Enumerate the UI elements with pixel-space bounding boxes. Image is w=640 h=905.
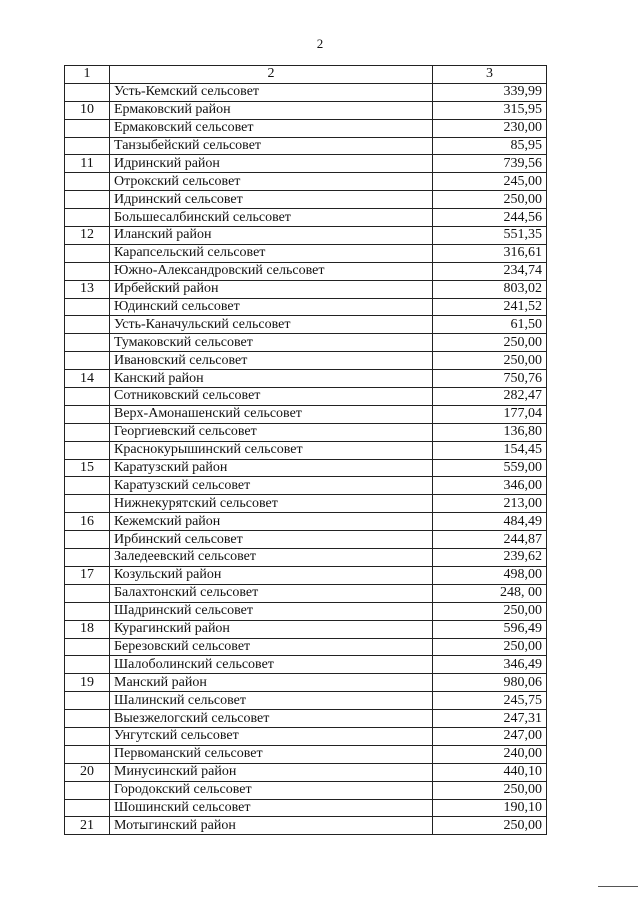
- row-name-cell: Шадринский сельсовет: [110, 602, 433, 620]
- table-row: [65, 584, 547, 602]
- row-number-cell: [65, 298, 110, 316]
- row-value-cell: 346,00: [433, 477, 547, 495]
- row-number-cell: [65, 781, 110, 799]
- table-row: [65, 763, 547, 781]
- table-row: [65, 423, 547, 441]
- table-row: [65, 405, 547, 423]
- row-number-cell: [65, 799, 110, 817]
- row-number-cell: [65, 549, 110, 567]
- table-row: [65, 549, 547, 567]
- row-number-cell: [65, 262, 110, 280]
- row-value-cell: 559,00: [433, 459, 547, 477]
- table-row: [65, 710, 547, 728]
- table-row: [65, 781, 547, 799]
- row-name-cell: Шалинский сельсовет: [110, 692, 433, 710]
- column-header-value: 3: [433, 66, 547, 84]
- row-number-cell: [65, 638, 110, 656]
- row-value-cell: 61,50: [433, 316, 547, 334]
- table-row: [65, 477, 547, 495]
- row-name-cell: Тумаковский сельсовет: [110, 334, 433, 352]
- column-header-name: 2: [110, 66, 433, 84]
- row-number-cell: [65, 656, 110, 674]
- row-name-cell: Южно-Александровский сельсовет: [110, 262, 433, 280]
- table-row: [65, 566, 547, 584]
- row-name-cell: Нижнекурятский сельсовет: [110, 495, 433, 513]
- row-name-cell: Курагинский район: [110, 620, 433, 638]
- row-number-cell: [65, 710, 110, 728]
- table-row: [65, 513, 547, 531]
- row-value-cell: 177,04: [433, 405, 547, 423]
- row-number-cell: 18: [65, 620, 110, 638]
- row-number-cell: [65, 119, 110, 137]
- table-row: [65, 352, 547, 370]
- table-row: [65, 83, 547, 101]
- page-number: 2: [316, 36, 324, 51]
- row-number-cell: [65, 244, 110, 262]
- row-name-cell: Ермаковский сельсовет: [110, 119, 433, 137]
- row-name-cell: Ивановский сельсовет: [110, 352, 433, 370]
- table-row: [65, 620, 547, 638]
- table-row: [65, 674, 547, 692]
- row-value-cell: 245,75: [433, 692, 547, 710]
- row-name-cell: Сотниковский сельсовет: [110, 388, 433, 406]
- table-row: [65, 602, 547, 620]
- page-corner-rule: [598, 886, 638, 887]
- table-header: [65, 66, 547, 84]
- row-value-cell: 282,47: [433, 388, 547, 406]
- row-value-cell: 315,95: [433, 101, 547, 119]
- row-name-cell: Козульский район: [110, 566, 433, 584]
- row-value-cell: 250,00: [433, 602, 547, 620]
- table-row: [65, 191, 547, 209]
- table-row: [65, 101, 547, 119]
- row-value-cell: 248, 00: [433, 584, 547, 602]
- row-name-cell: Большесалбинский сельсовет: [110, 209, 433, 227]
- row-value-cell: 316,61: [433, 244, 547, 262]
- row-number-cell: [65, 352, 110, 370]
- row-name-cell: Каратузский район: [110, 459, 433, 477]
- row-number-cell: 15: [65, 459, 110, 477]
- row-name-cell: Кежемский район: [110, 513, 433, 531]
- table-row: [65, 799, 547, 817]
- row-name-cell: Каратузский сельсовет: [110, 477, 433, 495]
- row-number-cell: [65, 602, 110, 620]
- row-number-cell: [65, 531, 110, 549]
- row-name-cell: Георгиевский сельсовет: [110, 423, 433, 441]
- table-row: [65, 334, 547, 352]
- table-row: [65, 280, 547, 298]
- row-value-cell: 213,00: [433, 495, 547, 513]
- row-value-cell: 596,49: [433, 620, 547, 638]
- row-value-cell: 250,00: [433, 817, 547, 835]
- row-name-cell: Краснокурышинский сельсовет: [110, 441, 433, 459]
- table-row: [65, 638, 547, 656]
- row-value-cell: 250,00: [433, 191, 547, 209]
- row-value-cell: 244,56: [433, 209, 547, 227]
- row-value-cell: 190,10: [433, 799, 547, 817]
- row-name-cell: Ирбинский сельсовет: [110, 531, 433, 549]
- row-value-cell: 244,87: [433, 531, 547, 549]
- row-number-cell: [65, 584, 110, 602]
- table-row: [65, 727, 547, 745]
- table-row: [65, 137, 547, 155]
- row-value-cell: 980,06: [433, 674, 547, 692]
- row-number-cell: [65, 209, 110, 227]
- table-row: [65, 459, 547, 477]
- table-row: [65, 298, 547, 316]
- table-row: [65, 155, 547, 173]
- row-name-cell: Карапсельский сельсовет: [110, 244, 433, 262]
- row-value-cell: 85,95: [433, 137, 547, 155]
- row-name-cell: Идринский сельсовет: [110, 191, 433, 209]
- row-name-cell: Выезжелогский сельсовет: [110, 710, 433, 728]
- row-name-cell: Канский район: [110, 370, 433, 388]
- row-value-cell: 484,49: [433, 513, 547, 531]
- row-number-cell: 14: [65, 370, 110, 388]
- row-value-cell: 250,00: [433, 638, 547, 656]
- row-name-cell: Березовский сельсовет: [110, 638, 433, 656]
- row-number-cell: [65, 83, 110, 101]
- row-value-cell: 239,62: [433, 549, 547, 567]
- row-value-cell: 551,35: [433, 227, 547, 245]
- row-name-cell: Ермаковский район: [110, 101, 433, 119]
- row-value-cell: 154,45: [433, 441, 547, 459]
- row-name-cell: Городокский сельсовет: [110, 781, 433, 799]
- row-number-cell: [65, 405, 110, 423]
- row-number-cell: [65, 173, 110, 191]
- row-number-cell: 16: [65, 513, 110, 531]
- table-row: [65, 119, 547, 137]
- row-value-cell: 250,00: [433, 781, 547, 799]
- row-number-cell: [65, 441, 110, 459]
- row-name-cell: Шалоболинский сельсовет: [110, 656, 433, 674]
- table-row: [65, 173, 547, 191]
- row-name-cell: Балахтонский сельсовет: [110, 584, 433, 602]
- row-name-cell: Манский район: [110, 674, 433, 692]
- row-name-cell: Усть-Кемский сельсовет: [110, 83, 433, 101]
- row-name-cell: Верх-Амонашенский сельсовет: [110, 405, 433, 423]
- row-value-cell: 245,00: [433, 173, 547, 191]
- row-number-cell: [65, 423, 110, 441]
- table-row: [65, 531, 547, 549]
- row-name-cell: Первоманский сельсовет: [110, 745, 433, 763]
- row-number-cell: 21: [65, 817, 110, 835]
- table-row: [65, 817, 547, 835]
- row-name-cell: Усть-Каначульский сельсовет: [110, 316, 433, 334]
- row-number-cell: 17: [65, 566, 110, 584]
- row-number-cell: 13: [65, 280, 110, 298]
- row-value-cell: 250,00: [433, 352, 547, 370]
- table-row: [65, 370, 547, 388]
- row-value-cell: 803,02: [433, 280, 547, 298]
- row-name-cell: Мотыгинский район: [110, 817, 433, 835]
- row-number-cell: 19: [65, 674, 110, 692]
- table-row: [65, 316, 547, 334]
- row-name-cell: Юдинский сельсовет: [110, 298, 433, 316]
- row-value-cell: 136,80: [433, 423, 547, 441]
- row-value-cell: 247,31: [433, 710, 547, 728]
- row-number-cell: 20: [65, 763, 110, 781]
- row-number-cell: 11: [65, 155, 110, 173]
- table-row: [65, 209, 547, 227]
- row-value-cell: 241,52: [433, 298, 547, 316]
- row-value-cell: 247,00: [433, 727, 547, 745]
- row-number-cell: [65, 495, 110, 513]
- row-name-cell: Шошинский сельсовет: [110, 799, 433, 817]
- row-value-cell: 440,10: [433, 763, 547, 781]
- row-name-cell: Идринский район: [110, 155, 433, 173]
- table-row: [65, 244, 547, 262]
- row-number-cell: [65, 334, 110, 352]
- table-row: [65, 388, 547, 406]
- table-row: [65, 692, 547, 710]
- table-row: [65, 441, 547, 459]
- row-name-cell: Танзыбейский сельсовет: [110, 137, 433, 155]
- row-name-cell: Отрокский сельсовет: [110, 173, 433, 191]
- row-value-cell: 739,56: [433, 155, 547, 173]
- table-body: [65, 83, 547, 834]
- row-value-cell: 339,99: [433, 83, 547, 101]
- row-value-cell: 240,00: [433, 745, 547, 763]
- row-value-cell: 498,00: [433, 566, 547, 584]
- row-name-cell: Минусинский район: [110, 763, 433, 781]
- row-number-cell: 12: [65, 227, 110, 245]
- table-row: [65, 262, 547, 280]
- table-row: [65, 656, 547, 674]
- row-number-cell: 10: [65, 101, 110, 119]
- header-row: [65, 66, 547, 84]
- row-number-cell: [65, 692, 110, 710]
- table-row: [65, 495, 547, 513]
- row-value-cell: 346,49: [433, 656, 547, 674]
- row-number-cell: [65, 316, 110, 334]
- table-row: [65, 745, 547, 763]
- row-value-cell: 234,74: [433, 262, 547, 280]
- column-header-number: 1: [65, 66, 110, 84]
- row-number-cell: [65, 388, 110, 406]
- row-number-cell: [65, 727, 110, 745]
- row-number-cell: [65, 745, 110, 763]
- row-value-cell: 230,00: [433, 119, 547, 137]
- table-row: [65, 227, 547, 245]
- row-number-cell: [65, 477, 110, 495]
- row-name-cell: Иланский район: [110, 227, 433, 245]
- row-number-cell: [65, 191, 110, 209]
- row-name-cell: Заледеевский сельсовет: [110, 549, 433, 567]
- row-value-cell: 750,76: [433, 370, 547, 388]
- allocation-table: [64, 65, 547, 835]
- row-name-cell: Ирбейский район: [110, 280, 433, 298]
- row-number-cell: [65, 137, 110, 155]
- row-name-cell: Унгутский сельсовет: [110, 727, 433, 745]
- row-value-cell: 250,00: [433, 334, 547, 352]
